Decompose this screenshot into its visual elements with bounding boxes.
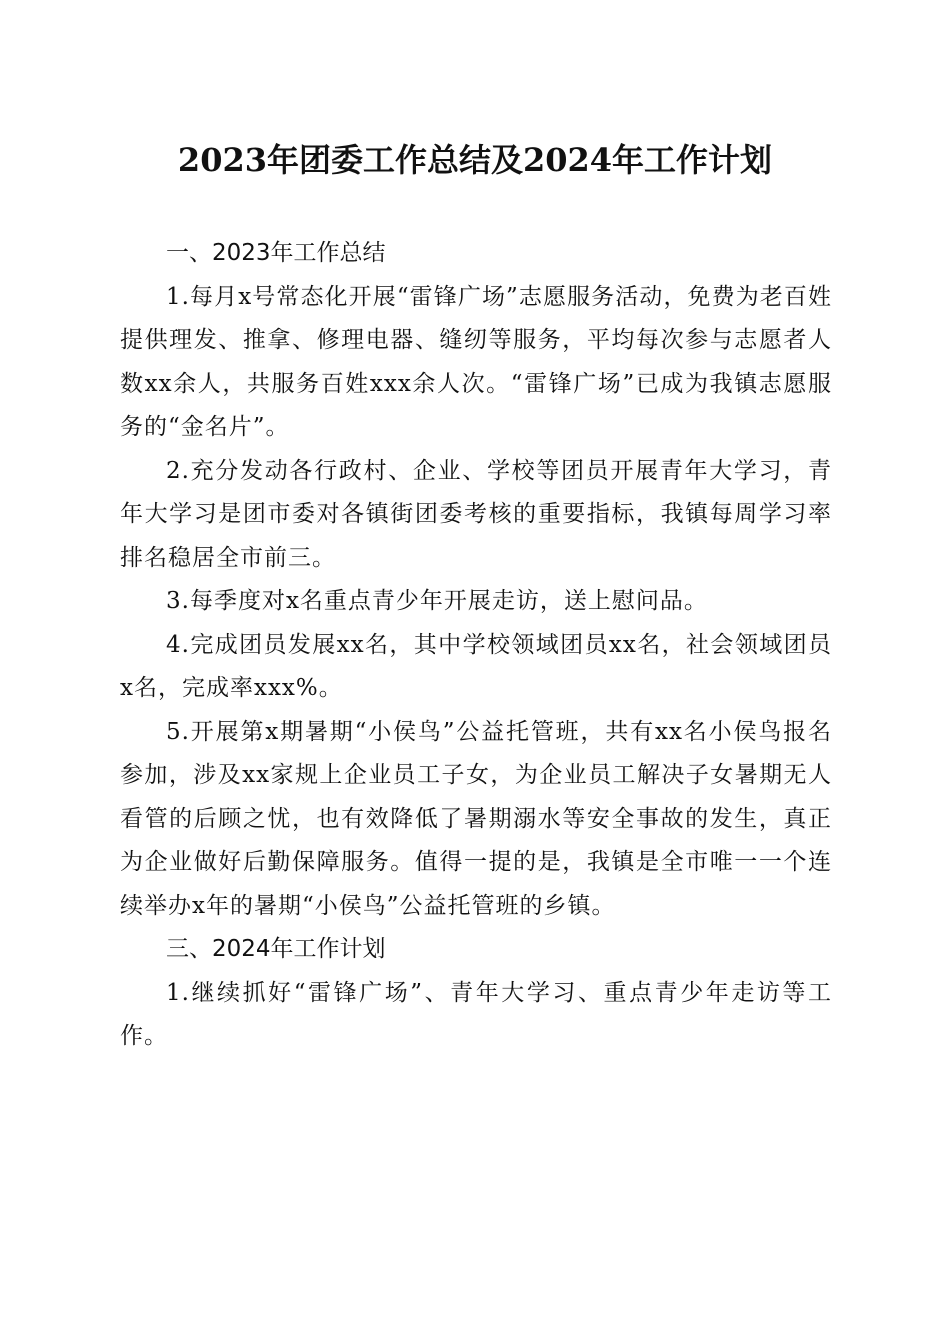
plan-paragraph-1: 1.继续抓好“雷锋广场”、青年大学习、重点青少年走访等工作。 [120, 979, 832, 1049]
summary-paragraph-2: 2.充分发动各行政村、企业、学校等团员开展青年大学习，青年大学习是团市委对各镇街团委考核的重要指标，我镇每周学习率排名稳居全市前三。 [120, 457, 832, 571]
section-heading-summary: 一、2023年工作总结 [166, 240, 386, 266]
document-body [120, 232, 832, 1059]
section-heading-plan: 三、2024年工作计划 [166, 936, 386, 962]
summary-paragraph-5: 5.开展第x期暑期“小侯鸟”公益托管班，共有xx名小侯鸟报名参加，涉及xx家规上企业员工子女，为企业员工解决子女暑期无人看管的后顾之忧，也有效降低了暑期溺水等安全事故的发生，真正为企业做好后勤保障服务。值得一提的是，我镇是全市唯一一个连续举办x年的暑期“小侯鸟”公益托管班的乡镇。 [120, 718, 832, 919]
document-title: 2023年团委工作总结及2024年工作计划 [177, 141, 773, 179]
summary-paragraph-1: 1.每月x号常态化开展“雷锋广场”志愿服务活动，免费为老百姓提供理发、推拿、修理电器、缝纫等服务，平均每次参与志愿者人数xx余人，共服务百姓xxx余人次。“雷锋广场”已成为我镇志愿服务的“金名片”。 [120, 283, 832, 440]
summary-paragraph-3: 3.每季度对x名重点青少年开展走访，送上慰问品。 [166, 588, 708, 614]
summary-paragraph-4: 4.完成团员发展xx名，其中学校领域团员xx名，社会领域团员x名，完成率xxx%。 [120, 631, 832, 701]
